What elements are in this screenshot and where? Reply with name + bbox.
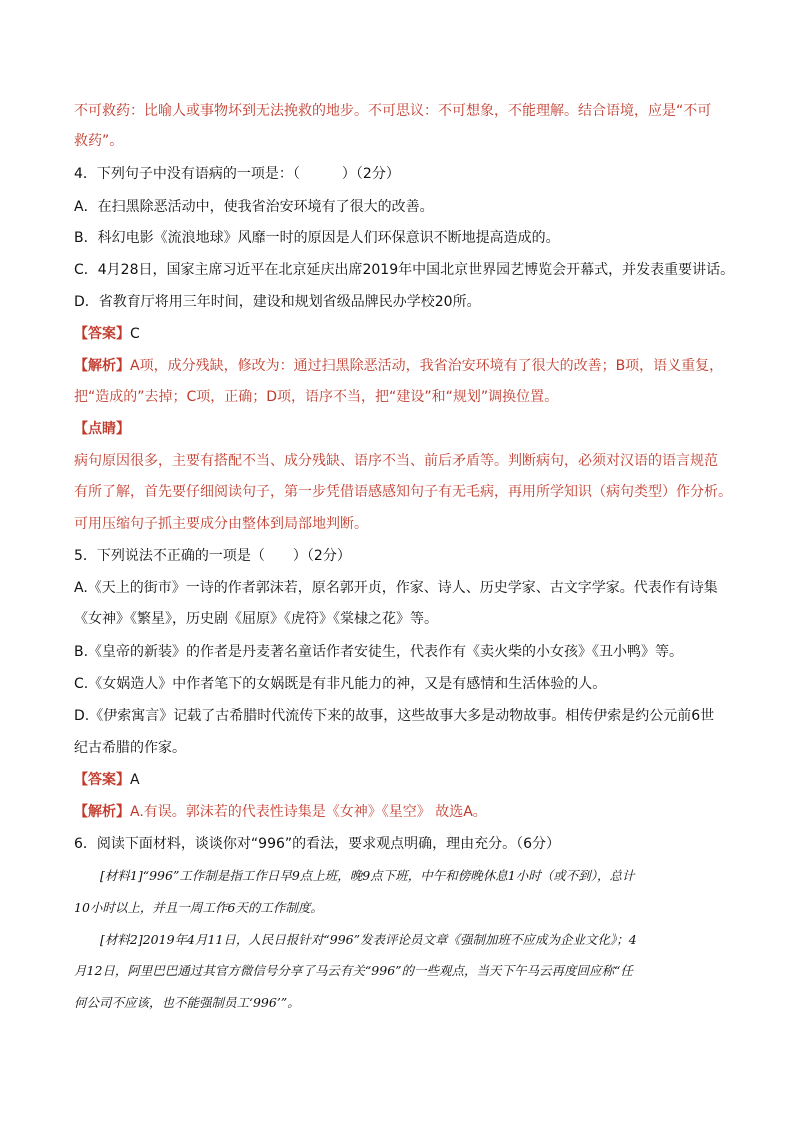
q5-answer bbox=[74, 770, 140, 790]
material2-line3: 何公司不应该，也不能强制员工‘996’”。 bbox=[74, 995, 300, 1010]
analysis-tag: 【解析】 bbox=[74, 804, 130, 820]
q4-option-b: B．科幻电影《流浪地球》风靡一时的原因是人们环保意识不断地提高造成的。 bbox=[74, 230, 560, 246]
q5-option-d-line2: 纪古希腊的作家。 bbox=[74, 740, 186, 756]
q4-option-a: A．在扫黑除恶活动中，使我省治安环境有了很大的改善。 bbox=[74, 199, 434, 215]
q4-tip-tag: 【点睛】 bbox=[74, 421, 130, 437]
answer-tag: 【答案】 bbox=[74, 772, 130, 788]
q4-tip-line3: 可用压缩句子抓主要成分由整体到局部地判断。 bbox=[74, 516, 368, 532]
material2-line2: 月12日，阿里巴巴通过其官方微信号分享了马云有关“996”的一些观点，当天下午马云再度回应称“任 bbox=[74, 963, 633, 978]
material1-line2: 10小时以上，并且一周工作6天的工作制度。 bbox=[74, 900, 323, 915]
q4-analysis-line1 bbox=[74, 356, 723, 376]
q4-option-c: C．4月28日，国家主席习近平在北京延庆出席2019年中国北京世界园艺博览会开幕式，并发表重要讲话。 bbox=[74, 262, 735, 278]
q5-option-a-line1: A.《天上的街市》一诗的作者郭沫若，原名郭开贞，作家、诗人、历史学家、古文字学家。代表作有诗集 bbox=[74, 580, 718, 596]
material1-line1: [材料1]“996”工作制是指工作日早9点上班，晚9点下班，中午和傍晚休息1小时（或不到），总计 bbox=[100, 868, 635, 883]
q4-answer bbox=[74, 324, 140, 344]
q5-stem: 5．下列说法不正确的一项是（ ）（2分） bbox=[74, 548, 351, 564]
analysis-text: A项，成分残缺，修改为：通过扫黑除恶活动，我省治安环境有了很大的改善；B项，语义重复， bbox=[130, 358, 724, 374]
analysis-tag: 【解析】 bbox=[74, 358, 130, 374]
material2-line1: [材料2]2019年4月11日，人民日报针对“996”发表评论员文章《强制加班不应成为企业文化》；4 bbox=[100, 932, 637, 947]
q4-tip-line1: 病句原因很多，主要有搭配不当、成分残缺、语序不当、前后矛盾等。判断病句，必须对汉语的语言规范 bbox=[74, 453, 718, 469]
answer-value: A bbox=[130, 772, 140, 788]
q6-stem: 6．阅读下面材料，谈谈你对“996”的看法，要求观点明确，理由充分。（6分） bbox=[74, 836, 561, 852]
q5-option-a-line2: 《女神》《繁星》，历史剧《屈原》《虎符》《棠棣之花》等。 bbox=[74, 611, 438, 627]
q4-analysis-line2: 把“造成的”去掉；C项，正确；D项，语序不当，把“建设”和“规划”调换位置。 bbox=[74, 389, 559, 405]
q4-tip-line2: 有所了解，首先要仔细阅读句子，第一步凭借语感感知句子有无毛病，再用所学知识（病句类型）作分析。 bbox=[74, 484, 732, 500]
q4-option-d: D．省教育厅将用三年时间，建设和规划省级品牌民办学校20所。 bbox=[74, 294, 481, 310]
q5-option-d-line1: D.《伊索寓言》记载了古希腊时代流传下来的故事，这些故事大多是动物故事。相传伊索是约公元前6世 bbox=[74, 708, 715, 724]
q3-explanation-line1: 不可救药：比喻人或事物坏到无法挽救的地步。不可思议：不可想象，不能理解。结合语境，应是“不可 bbox=[74, 103, 712, 119]
q5-option-b: B.《皇帝的新装》的作者是丹麦著名童话作者安徒生，代表作有《卖火柴的小女孩》《丑小鸭》等。 bbox=[74, 644, 684, 660]
analysis-text: A.有误。郭沫若的代表性诗集是《女神》《星空》 故选A。 bbox=[130, 804, 487, 820]
answer-tag: 【答案】 bbox=[74, 326, 130, 342]
q3-explanation-line2: 救药”。 bbox=[74, 133, 124, 149]
q5-option-c: C.《女娲造人》中作者笔下的女娲既是有非凡能力的神，又是有感情和生活体验的人。 bbox=[74, 676, 607, 692]
q5-analysis bbox=[74, 802, 487, 822]
q4-stem: 4．下列句子中没有语病的一项是：（ ）（2分） bbox=[74, 166, 400, 182]
answer-value: C bbox=[130, 326, 140, 342]
